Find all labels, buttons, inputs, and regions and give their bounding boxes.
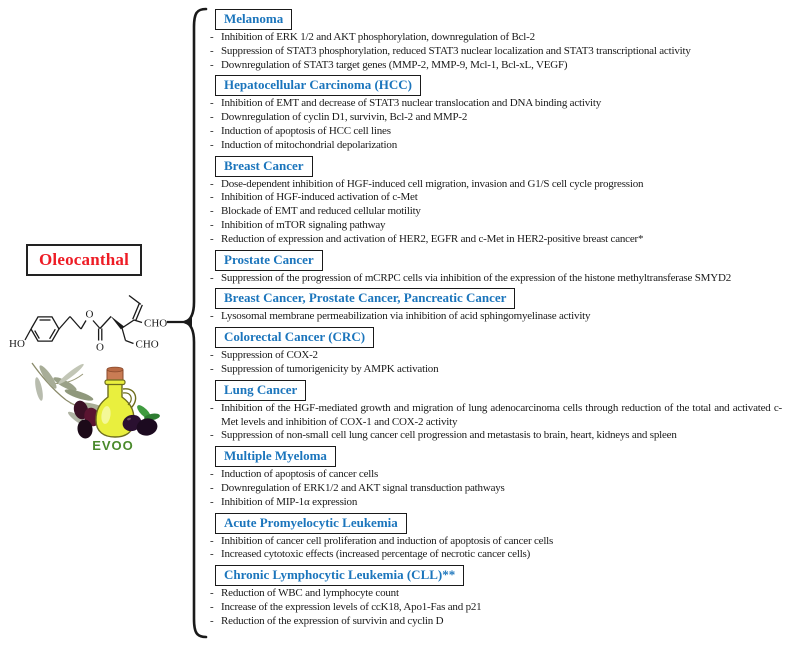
section-heading-box <box>215 327 374 348</box>
section-heading: Breast Cancer <box>224 157 304 173</box>
bullet-item: - Reduction of expression and activation of HER2, EGFR and c-Met in HER2-positive breast cancer* <box>208 233 782 247</box>
cancer-section <box>205 72 782 152</box>
section-heading: Acute Promyelocytic Leukemia <box>224 514 398 530</box>
molecule-label-ho: HO <box>9 338 25 350</box>
cancer-sections <box>205 6 782 629</box>
bullet-item: - Increase of the expression levels of ccK18, Apo1-Fas and p21 <box>208 601 782 615</box>
section-heading: Lung Cancer <box>224 381 298 397</box>
bullet-list <box>205 468 782 509</box>
bullet-item: - Inhibition of the HGF-mediated growth and migration of lung adenocarcinoma cells through reduction of the total and activated c-Met levels and inhibition of COX-1 and COX-2 activity <box>208 402 782 430</box>
molecule-label-ester-o: O <box>85 308 94 321</box>
cancer-section <box>205 324 782 377</box>
cancer-section <box>205 285 782 324</box>
bullet-item: - Downregulation of cyclin D1, survivin, Bcl-2 and MMP-2 <box>208 111 782 125</box>
bullet-item: - Blockade of EMT and reduced cellular motility <box>208 205 782 219</box>
section-heading-box <box>215 513 407 534</box>
cancer-section <box>205 510 782 563</box>
section-heading-box <box>215 156 313 177</box>
bullet-list <box>205 97 782 152</box>
cancer-section <box>205 247 782 286</box>
bullet-item: - Induction of apoptosis of HCC cell lines <box>208 125 782 139</box>
molecule-label-cho-top: CHO <box>144 317 168 330</box>
brace-tip <box>181 318 192 327</box>
section-heading-box <box>215 446 336 467</box>
bullet-item: - Lysosomal membrane permeabilization via inhibition of acid sphingomyelinase activity <box>208 310 782 324</box>
cancer-section <box>205 562 782 628</box>
bullet-item: - Inhibition of HGF-induced activation of c-Met <box>208 191 782 205</box>
cancer-section <box>205 377 782 443</box>
molecule-label-cho-bottom: CHO <box>135 338 159 351</box>
section-heading: Melanoma <box>224 11 284 26</box>
bullet-item: - Inhibition of mTOR signaling pathway <box>208 219 782 233</box>
bullet-item: - Reduction of WBC and lymphocyte count <box>208 587 782 601</box>
bullet-item: - Suppression of COX-2 <box>208 349 782 363</box>
bullet-item: - Inhibition of MIP-1α expression <box>208 496 782 510</box>
bullet-item: - Downregulation of ERK1/2 and AKT signal transduction pathways <box>208 482 782 496</box>
section-heading: Prostate Cancer <box>224 251 314 267</box>
bullet-item: - Downregulation of STAT3 target genes (MMP-2, MMP-9, Mcl-1, Bcl-xL, VEGF) <box>208 59 782 73</box>
compound-title: Oleocanthal <box>38 250 130 269</box>
bullet-item: - Suppression of STAT3 phosphorylation, reduced STAT3 nuclear localization and STAT3 transcriptional activity <box>208 45 782 59</box>
cancer-section <box>205 153 782 247</box>
bullet-list <box>205 31 782 72</box>
bullet-item: - Inhibition of EMT and decrease of STAT3 nuclear translocation and DNA binding activity <box>208 97 782 111</box>
section-heading-box <box>215 288 515 309</box>
bullet-item: - Suppression of tumorigenicity by AMPK activation <box>208 363 782 377</box>
molecule-label-carbonyl-o: O <box>96 341 104 354</box>
bullet-list <box>205 402 782 443</box>
section-heading: Chronic Lymphocytic Leukemia (CLL)** <box>224 567 456 583</box>
bullet-list <box>205 310 782 324</box>
section-heading: Colorectal Cancer (CRC) <box>224 329 366 345</box>
section-heading-box <box>215 250 323 271</box>
section-heading-box <box>215 75 421 96</box>
bullet-item: - Dose-dependent inhibition of HGF-induced cell migration, invasion and G1/S cell cycle progression <box>208 178 782 192</box>
section-heading-box <box>215 9 292 30</box>
section-heading-box <box>215 565 464 586</box>
cancer-section <box>205 443 782 509</box>
evoo-label: EVOO <box>92 438 134 453</box>
bullet-list <box>205 535 782 563</box>
bullet-item: - Inhibition of ERK 1/2 and AKT phosphorylation, downregulation of Bcl-2 <box>208 31 782 45</box>
bullet-list <box>205 178 782 247</box>
section-heading-box <box>215 380 306 401</box>
cancer-section <box>205 6 782 72</box>
bullet-list <box>205 349 782 377</box>
section-heading: Breast Cancer, Prostate Cancer, Pancreatic Cancer <box>224 290 507 306</box>
bullet-item: - Induction of apoptosis of cancer cells <box>208 468 782 482</box>
bullet-list <box>205 272 782 286</box>
section-heading: Multiple Myeloma <box>224 448 327 464</box>
bullet-item: - Inhibition of cancer cell proliferation and induction of apoptosis of cancer cells <box>208 535 782 549</box>
bullet-item: - Suppression of the progression of mCRPC cells via inhibition of the expression of the histone methyltransferase SMYD2 <box>208 272 782 286</box>
section-heading: Hepatocellular Carcinoma (HCC) <box>224 77 412 93</box>
bullet-item: - Suppression of non-small cell lung cancer cell progression and metastasis to brain, heart, kidneys and spleen <box>208 429 782 443</box>
bullet-item: - Induction of mitochondrial depolarization <box>208 139 782 153</box>
bullet-list <box>205 587 782 628</box>
bullet-item: - Increased cytotoxic effects (increased percentage of necrotic cancer cells) <box>208 548 782 562</box>
bullet-item: - Reduction of the expression of survivin and cyclin D <box>208 615 782 629</box>
